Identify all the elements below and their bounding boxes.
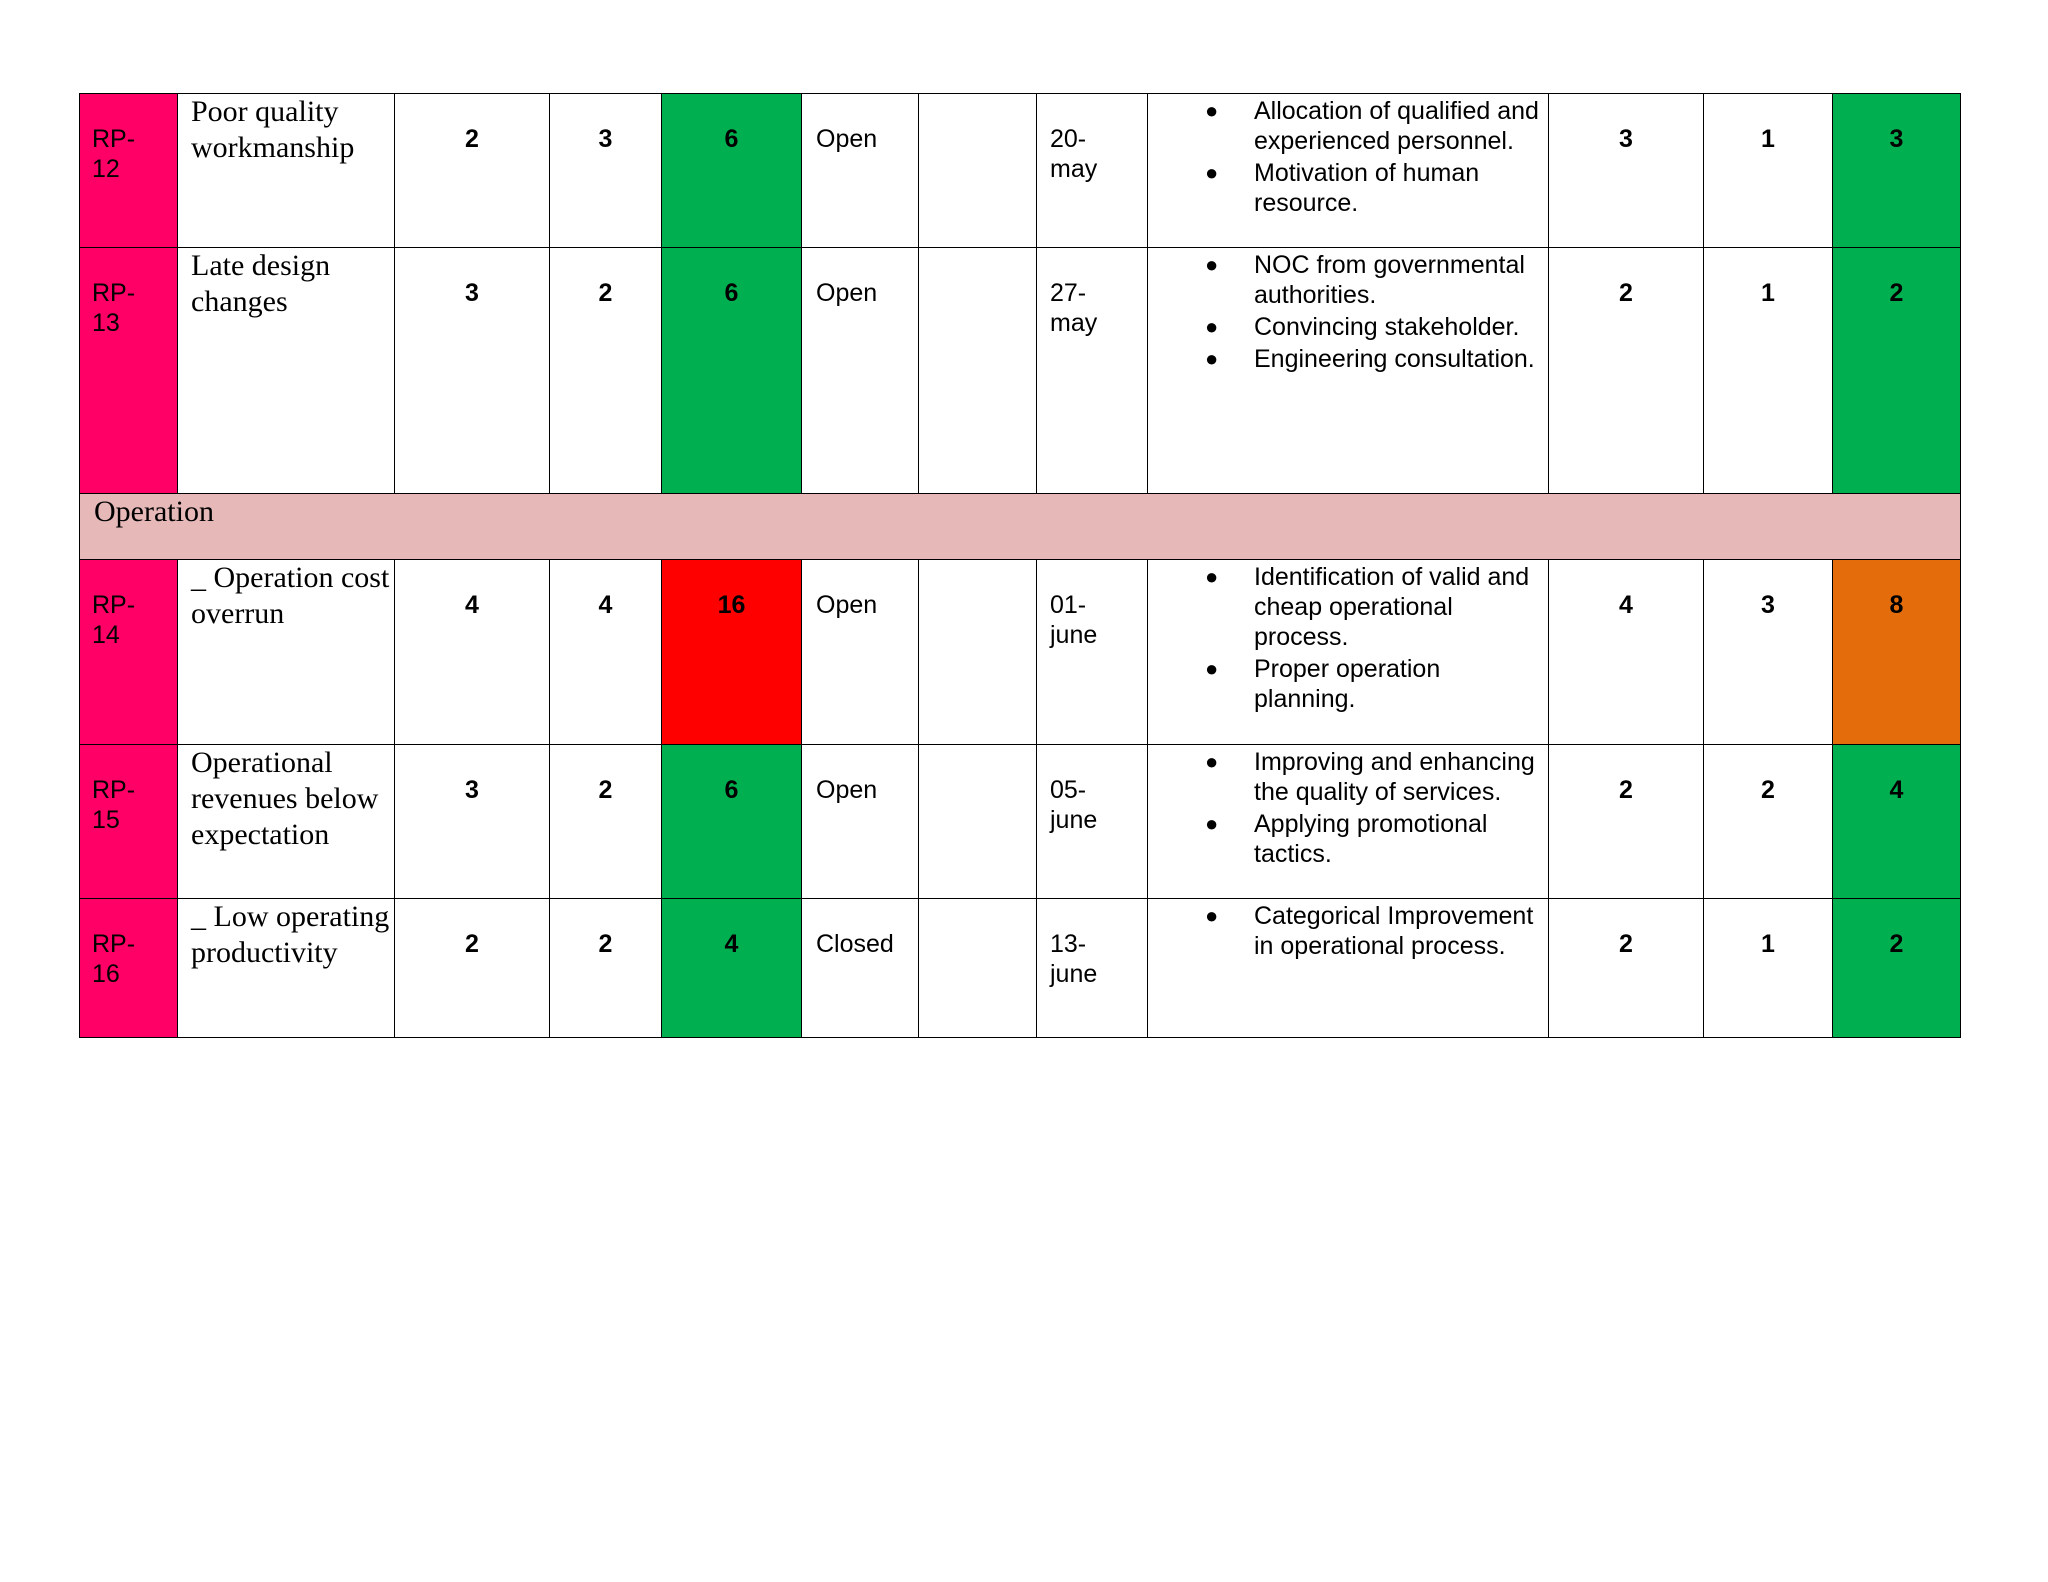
table-row bbox=[80, 899, 1961, 1038]
mitigation-list bbox=[1148, 250, 1542, 374]
risk-name-cell: Operational revenues below expectation bbox=[178, 745, 395, 899]
date-cell bbox=[1037, 560, 1148, 745]
status-cell: Open bbox=[802, 248, 919, 494]
residual-impact-cell: 1 bbox=[1704, 899, 1833, 1038]
risk-id-cell bbox=[80, 745, 178, 899]
bullet-icon: ● bbox=[1205, 656, 1219, 681]
date-day: 05- bbox=[1050, 776, 1087, 804]
impact-cell: 3 bbox=[550, 94, 662, 248]
table-row bbox=[80, 248, 1961, 494]
impact-cell: 2 bbox=[550, 745, 662, 899]
residual-likelihood-cell: 4 bbox=[1549, 560, 1704, 745]
likelihood-cell: 2 bbox=[395, 899, 550, 1038]
mitigation-item bbox=[1205, 901, 1542, 961]
risk-id-cell bbox=[80, 899, 178, 1038]
table-row bbox=[80, 745, 1961, 899]
status-cell: Open bbox=[802, 94, 919, 248]
mitigation-cell bbox=[1148, 248, 1549, 494]
risk-name-cell: _ Operation cost overrun bbox=[178, 560, 395, 745]
date-day: 20- bbox=[1050, 125, 1087, 153]
likelihood-cell: 3 bbox=[395, 248, 550, 494]
mitigation-item bbox=[1205, 158, 1542, 218]
table-row bbox=[80, 560, 1961, 745]
bullet-icon: ● bbox=[1205, 903, 1219, 928]
residual-score-cell: 3 bbox=[1833, 94, 1961, 248]
residual-score-cell: 2 bbox=[1833, 899, 1961, 1038]
mitigation-text: Allocation of qualified and experienced personnel. bbox=[1254, 97, 1539, 155]
residual-likelihood-cell: 2 bbox=[1549, 745, 1704, 899]
bullet-icon: ● bbox=[1205, 749, 1219, 774]
mitigation-item bbox=[1205, 250, 1542, 310]
risk-name-cell: _ Low operating productivity bbox=[178, 899, 395, 1038]
mitigation-list bbox=[1148, 901, 1542, 961]
risk-id-cell bbox=[80, 248, 178, 494]
mitigation-text: Convincing stakeholder. bbox=[1254, 313, 1520, 341]
mitigation-text: Motivation of human resource. bbox=[1254, 159, 1480, 217]
residual-score-cell: 8 bbox=[1833, 560, 1961, 745]
bullet-icon: ● bbox=[1205, 160, 1219, 185]
risk-id-prefix: RP- bbox=[92, 776, 136, 804]
residual-likelihood-cell: 3 bbox=[1549, 94, 1704, 248]
bullet-icon: ● bbox=[1205, 564, 1219, 589]
mitigation-list bbox=[1148, 96, 1542, 218]
risk-id-cell bbox=[80, 560, 178, 745]
owner-cell bbox=[919, 899, 1037, 1038]
mitigation-cell bbox=[1148, 745, 1549, 899]
mitigation-item bbox=[1205, 312, 1542, 342]
risk-id-number: 12 bbox=[92, 155, 120, 183]
risk-name-cell: Poor quality workmanship bbox=[178, 94, 395, 248]
residual-impact-cell: 3 bbox=[1704, 560, 1833, 745]
date-cell bbox=[1037, 248, 1148, 494]
mitigation-text: Identification of valid and cheap operational process. bbox=[1254, 563, 1530, 651]
impact-cell: 2 bbox=[550, 899, 662, 1038]
status-cell: Closed bbox=[802, 899, 919, 1038]
section-row bbox=[80, 494, 1961, 560]
likelihood-cell: 3 bbox=[395, 745, 550, 899]
risk-register-table bbox=[79, 93, 1961, 1038]
residual-score-cell: 4 bbox=[1833, 745, 1961, 899]
residual-impact-cell: 1 bbox=[1704, 94, 1833, 248]
residual-impact-cell: 1 bbox=[1704, 248, 1833, 494]
mitigation-text: Proper operation planning. bbox=[1254, 655, 1441, 713]
date-cell bbox=[1037, 745, 1148, 899]
status-cell: Open bbox=[802, 745, 919, 899]
risk-id-number: 13 bbox=[92, 309, 120, 337]
table-row bbox=[80, 94, 1961, 248]
mitigation-item bbox=[1205, 747, 1542, 807]
bullet-icon: ● bbox=[1205, 98, 1219, 123]
risk-score-cell: 6 bbox=[662, 248, 802, 494]
mitigation-text: Categorical Improvement in operational process. bbox=[1254, 902, 1534, 960]
impact-cell: 2 bbox=[550, 248, 662, 494]
risk-id-number: 16 bbox=[92, 960, 120, 988]
owner-cell bbox=[919, 94, 1037, 248]
status-cell: Open bbox=[802, 560, 919, 745]
date-day: 13- bbox=[1050, 930, 1087, 958]
risk-id-prefix: RP- bbox=[92, 930, 136, 958]
risk-score-cell: 6 bbox=[662, 94, 802, 248]
mitigation-cell bbox=[1148, 560, 1549, 745]
date-month: june bbox=[1050, 806, 1098, 834]
mitigation-list bbox=[1148, 747, 1542, 869]
residual-score-cell: 2 bbox=[1833, 248, 1961, 494]
risk-name-cell: Late design changes bbox=[178, 248, 395, 494]
owner-cell bbox=[919, 560, 1037, 745]
risk-id-prefix: RP- bbox=[92, 279, 136, 307]
bullet-icon: ● bbox=[1205, 346, 1219, 371]
date-day: 27- bbox=[1050, 279, 1087, 307]
risk-score-cell: 6 bbox=[662, 745, 802, 899]
likelihood-cell: 2 bbox=[395, 94, 550, 248]
risk-id-cell bbox=[80, 94, 178, 248]
bullet-icon: ● bbox=[1205, 811, 1219, 836]
mitigation-list bbox=[1148, 562, 1542, 714]
mitigation-text: NOC from governmental authorities. bbox=[1254, 251, 1525, 309]
section-title: Operation bbox=[80, 494, 1961, 560]
residual-likelihood-cell: 2 bbox=[1549, 248, 1704, 494]
mitigation-item bbox=[1205, 96, 1542, 156]
residual-likelihood-cell: 2 bbox=[1549, 899, 1704, 1038]
owner-cell bbox=[919, 248, 1037, 494]
bullet-icon: ● bbox=[1205, 252, 1219, 277]
risk-id-number: 15 bbox=[92, 806, 120, 834]
mitigation-text: Applying promotional tactics. bbox=[1254, 810, 1488, 868]
date-cell bbox=[1037, 94, 1148, 248]
owner-cell bbox=[919, 745, 1037, 899]
mitigation-item bbox=[1205, 654, 1542, 714]
date-cell bbox=[1037, 899, 1148, 1038]
bullet-icon: ● bbox=[1205, 314, 1219, 339]
mitigation-cell bbox=[1148, 94, 1549, 248]
date-month: may bbox=[1050, 309, 1098, 337]
date-month: june bbox=[1050, 960, 1098, 988]
mitigation-cell bbox=[1148, 899, 1549, 1038]
impact-cell: 4 bbox=[550, 560, 662, 745]
risk-score-cell: 4 bbox=[662, 899, 802, 1038]
risk-id-prefix: RP- bbox=[92, 591, 136, 619]
date-month: may bbox=[1050, 155, 1098, 183]
mitigation-item bbox=[1205, 562, 1542, 652]
mitigation-item bbox=[1205, 809, 1542, 869]
risk-score-cell: 16 bbox=[662, 560, 802, 745]
risk-id-number: 14 bbox=[92, 621, 120, 649]
mitigation-text: Improving and enhancing the quality of services. bbox=[1254, 748, 1535, 806]
residual-impact-cell: 2 bbox=[1704, 745, 1833, 899]
mitigation-item bbox=[1205, 344, 1542, 374]
mitigation-text: Engineering consultation. bbox=[1254, 345, 1535, 373]
risk-id-prefix: RP- bbox=[92, 125, 136, 153]
date-month: june bbox=[1050, 621, 1098, 649]
likelihood-cell: 4 bbox=[395, 560, 550, 745]
date-day: 01- bbox=[1050, 591, 1087, 619]
